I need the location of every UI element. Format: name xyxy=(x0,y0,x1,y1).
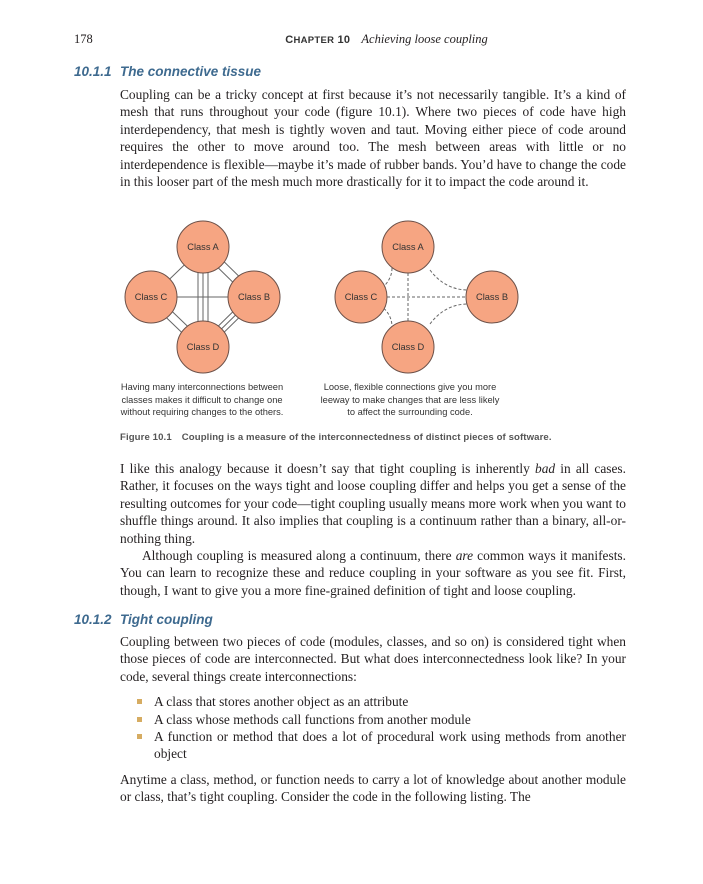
left-diagram-caption: Having many interconnections between classes makes it difficult to change one without requiring changes to the others. xyxy=(120,382,284,418)
section-heading xyxy=(74,612,213,627)
list-item: A function or method that does a lot of procedural work using methods from another object xyxy=(132,728,626,763)
section-number: 10.1.2 xyxy=(74,612,112,627)
bullet-icon xyxy=(137,699,142,704)
figure-caption xyxy=(120,432,552,443)
paragraph: I like this analogy because it doesn’t say that tight coupling is inherently bad in all cases. Rather, it focuses on the ways tight and loose coupling differ and helps you get a sense of the resulting outcomes for your code—tight coupling usually means more work when you want to shuffle things around. It also implies that coupling is a continuum rather than a binary, all-or-nothing thing. xyxy=(120,461,626,546)
node-label: Class B xyxy=(237,292,271,302)
bullet-list xyxy=(132,693,626,763)
post-figure-body xyxy=(120,460,626,599)
node-label: Class C xyxy=(134,292,168,302)
section-title: Tight coupling xyxy=(120,612,213,627)
loose-connections xyxy=(380,268,468,327)
page-number: 178 xyxy=(74,32,93,46)
list-item: A class that stores another object as an attribute xyxy=(132,693,626,710)
node-label: Class B xyxy=(475,292,509,302)
node-label: Class D xyxy=(186,342,220,352)
paragraph: Coupling can be a tricky concept at first because it’s not necessarily tangible. It’s a kind of mesh that runs throughout your code (figure 10.1). Where two pieces of code have high interdependency, that mesh is tightly woven and taut. Moving either piece of code around requires the other to move around too. The mesh between areas with little or no interdependence is flexible—maybe it’s made of rubber bands. You’d have to change the code in this looser part of the mesh much more drastically for it to impact the code around it. xyxy=(120,87,626,190)
paragraph: Coupling between two pieces of code (modules, classes, and so on) is considered tight when those pieces of code are interconnected. But what does interconnectedness look like? In your code, several things create interconnections: xyxy=(120,634,626,684)
chapter-number: 10 xyxy=(337,34,351,46)
figure-10-1 xyxy=(0,0,703,430)
right-diagram-caption: Loose, flexible connections give you more leeway to make changes that are less likely to affect the surrounding code. xyxy=(320,382,500,418)
node-label: Class A xyxy=(392,242,424,252)
paragraph: Although coupling is measured along a continuum, there are common ways it manifests. You can learn to recognize these and reduce coupling in your software as you see fit. First, though, I want to give you a more fine-grained definition of tight and loose coupling. xyxy=(120,548,626,598)
node-label: Class A xyxy=(187,242,219,252)
paragraph: Anytime a class, method, or function needs to carry a lot of knowledge about another module or class, that’s tight coupling. Consider the code in the following listing. The xyxy=(120,771,626,805)
list-item: A class whose methods call functions from another module xyxy=(132,711,626,728)
section-number: 10.1.1 xyxy=(74,64,112,79)
bullet-icon xyxy=(137,717,142,722)
right-diagram-nodes xyxy=(335,221,518,373)
node-label: Class D xyxy=(391,342,425,352)
figure-caption-text: Coupling is a measure of the interconnectedness of distinct pieces of software. xyxy=(181,432,552,443)
section-title: The connective tissue xyxy=(120,64,262,79)
chapter-title: Achieving loose coupling xyxy=(361,32,488,46)
node-label: Class C xyxy=(344,292,378,302)
section-body xyxy=(120,633,626,806)
figure-label: Figure 10.1 xyxy=(120,432,172,443)
bullet-icon xyxy=(137,734,142,739)
chapter-label: CHAPTER xyxy=(285,34,335,46)
